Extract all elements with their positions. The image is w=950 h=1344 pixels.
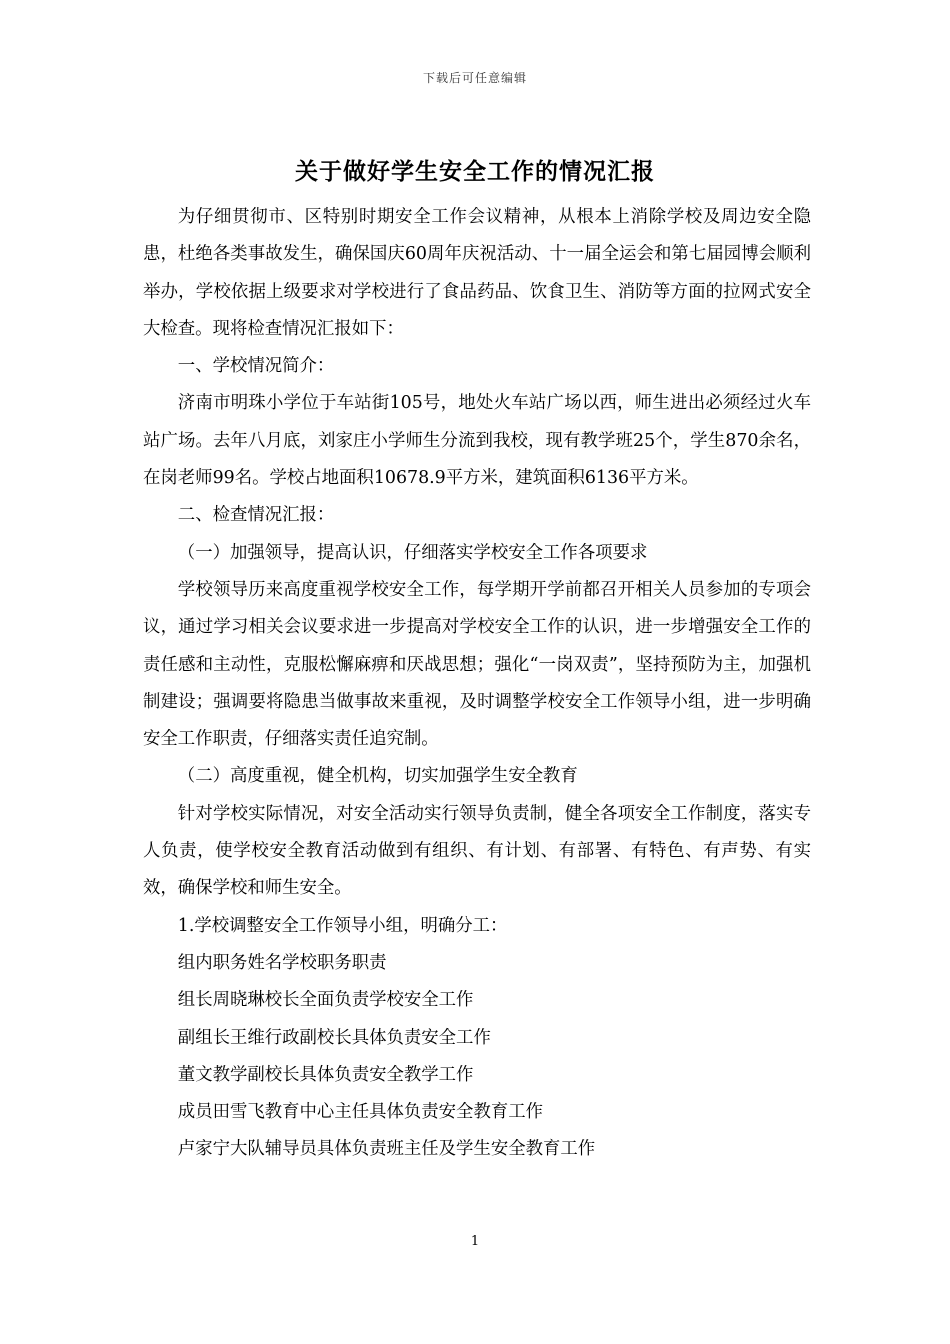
list-item: 卢家宁大队辅导员具体负责班主任及学生安全教育工作 [177, 1139, 596, 1160]
paragraph-safety-education: 针对学校实际情况，对安全活动实行领导负责制，健全各项安全工作制度，落实专人负责，使学校安全教育活动做到有组织、有计划、有部署、有特色、有声势、有实效，确保学校和师生安全。 [143, 803, 811, 899]
subsection-heading-safety-education: （二）高度重视，健全机构，切实加强学生安全教育 [177, 766, 578, 787]
subsection-heading-leadership: （一）加强领导，提高认识，仔细落实学校安全工作各项要求 [177, 542, 648, 563]
paragraph-leadership: 学校领导历来高度重视学校安全工作，每学期开学前都召开相关人员参加的专项会议，通过学习相关会议要求进一步提高对学校安全工作的认识，进一步增强安全工作的责任感和主动性，克服松懈麻痹和厌战思想；强化“一岗双责”，坚持预防为主，加强机制建设；强调要将隐患当做事故来重视，及时调整学校安全工作领导小组，进一步明确安全工作职责，仔细落实责任追究制。 [143, 579, 811, 750]
section-heading-inspection-report: 二、检查情况汇报： [177, 505, 335, 526]
paragraph-intro: 为仔细贯彻市、区特别时期安全工作会议精神，从根本上消除学校及周边安全隐患，杜绝各类事故发生，确保国庆60周年庆祝活动、十一届全运会和第七届园博会顺利举办，学校依据上级要求对学校进行了食品药品、饮食卫生、消防等方面的拉网式安全大检查。现将检查情况汇报如下： [143, 207, 811, 339]
list-item: 组长周晓琳校长全面负责学校安全工作 [177, 990, 474, 1011]
section-heading-school-overview: 一、学校情况简介： [177, 356, 335, 377]
document-body [143, 199, 811, 1169]
page-header-note: 下载后可任意编辑 [422, 71, 527, 85]
list-item: 组内职务姓名学校职务职责 [177, 952, 387, 973]
page-number: 1 [470, 1234, 480, 1249]
list-item: 董文教学副校长具体负责安全教学工作 [177, 1064, 474, 1085]
document-title: 关于做好学生安全工作的情况汇报 [295, 158, 655, 185]
list-item: 副组长王维行政副校长具体负责安全工作 [177, 1027, 491, 1048]
paragraph-school-overview: 济南市明珠小学位于车站街105号，地处火车站广场以西，师生进出必须经过火车站广场。去年八月底，刘家庄小学师生分流到我校，现有教学班25个，学生870余名，在岗老师99名。学校占地面积10678.9平方米，建筑面积6136平方米。 [143, 393, 811, 489]
list-item: 成员田雪飞教育中心主任具体负责安全教育工作 [177, 1102, 544, 1123]
list-heading-leadership-group: 1.学校调整安全工作领导小组，明确分工： [177, 915, 508, 936]
